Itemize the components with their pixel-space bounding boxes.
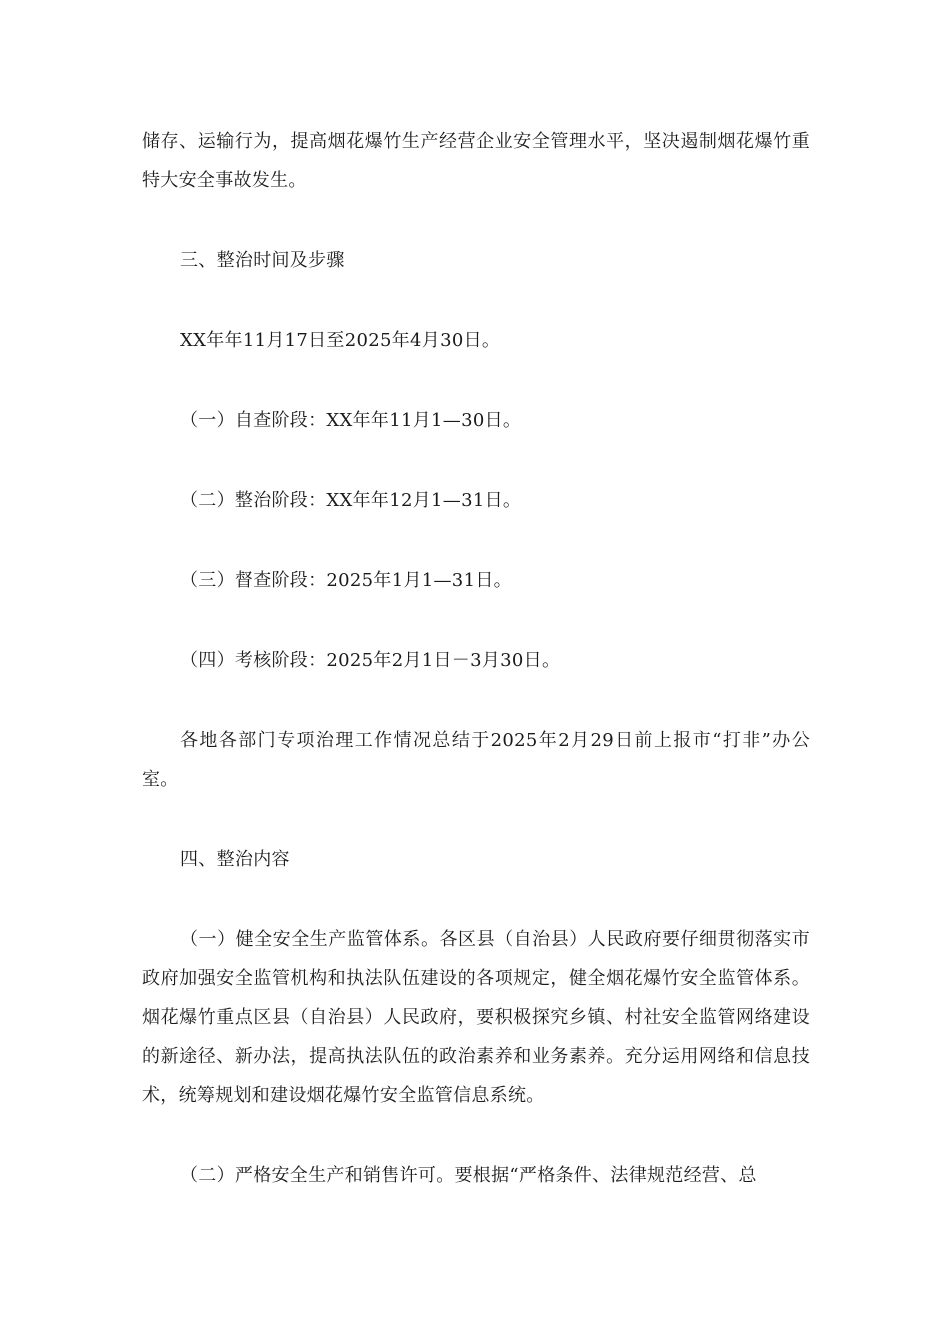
paragraph-stage-four: （四）考核阶段：2025年2月1日－3月30日。 xyxy=(180,650,561,671)
paragraph-content-one: （一）健全安全生产监管体系。各区县（自治县）人民政府要仔细贯彻落实市政府加强安全监管机构和执法队伍建设的各项规定，健全烟花爆竹安全监管体系。烟花爆竹重点区县（自治县）人民政府，要积极探究乡镇、村社安全监管网络建设的新途径、新办法，提高执法队伍的政治素养和业务素养。充分运用网络和信息技术，统筹规划和建设烟花爆竹安全监管信息系统。 xyxy=(142,929,810,1106)
section-heading-four: 四、整治内容 xyxy=(180,849,290,870)
paragraph-period: XX年年11月17日至2025年4月30日。 xyxy=(180,330,501,351)
paragraph-report: 各地各部门专项治理工作情况总结于2025年2月29日前上报市“打非”办公室。 xyxy=(142,730,810,790)
paragraph-stage-one: （一）自查阶段：XX年年11月1—30日。 xyxy=(180,410,522,431)
document-body xyxy=(142,122,810,1195)
paragraph-stage-three: （三）督查阶段：2025年1月1—31日。 xyxy=(180,570,512,591)
section-heading-three: 三、整治时间及步骤 xyxy=(180,250,345,271)
paragraph-stage-two: （二）整治阶段：XX年年12月1—31日。 xyxy=(180,490,522,511)
paragraph-continuation: 储存、运输行为，提高烟花爆竹生产经营企业安全管理水平，坚决遏制烟花爆竹重特大安全事故发生。 xyxy=(142,131,810,191)
paragraph-content-two: （二）严格安全生产和销售许可。要根据“严格条件、法律规范经营、总 xyxy=(180,1165,757,1186)
